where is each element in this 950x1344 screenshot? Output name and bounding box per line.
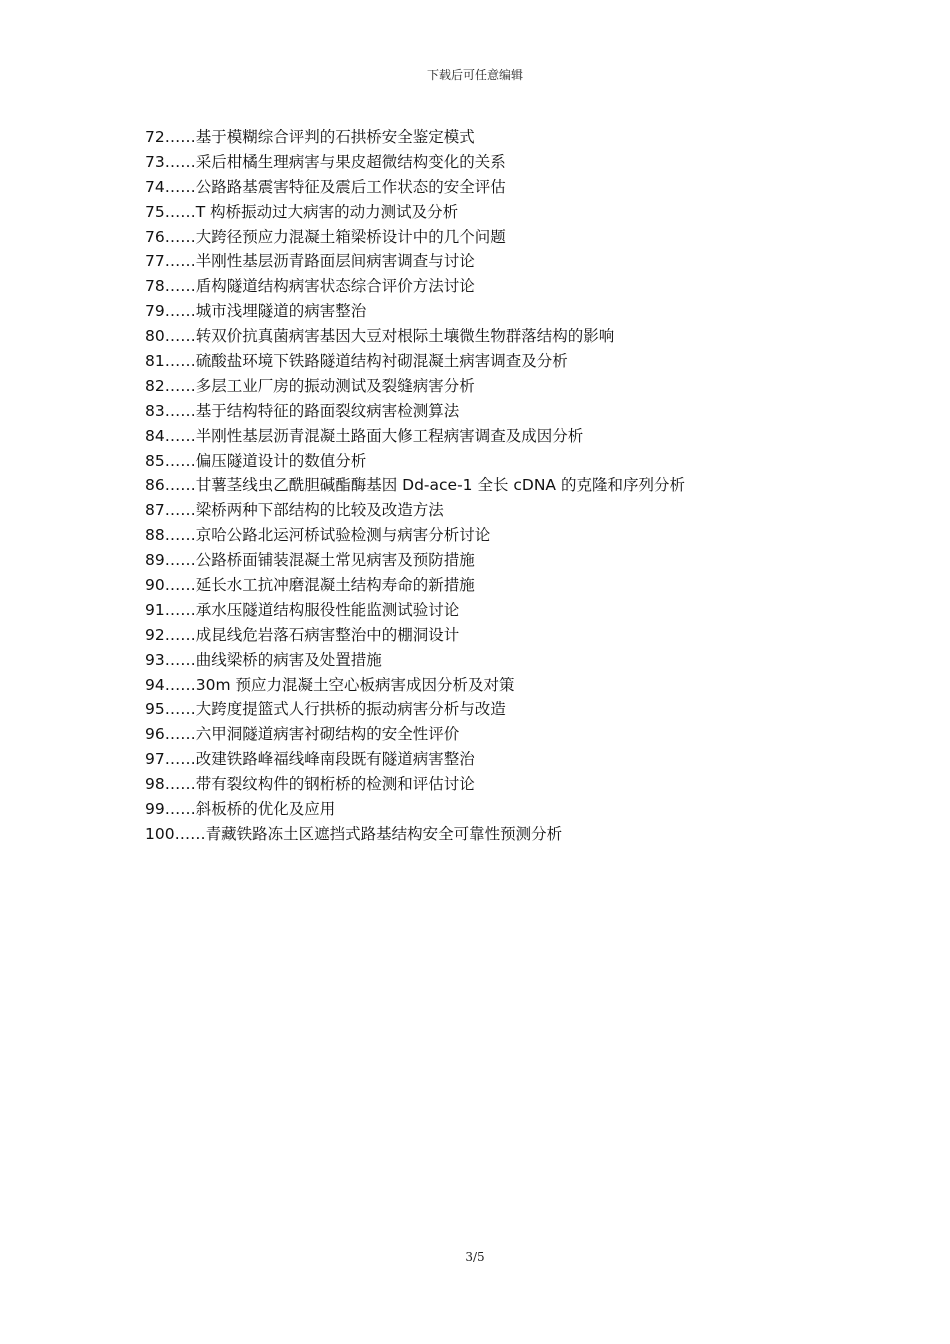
toc-item: 92……成昆线危岩落石病害整治中的棚洞设计 bbox=[145, 625, 460, 644]
toc-item: 86……甘薯茎线虫乙酰胆碱酯酶基因 Dd-ace-1 全长 cDNA 的克隆和序列分析 bbox=[145, 476, 685, 495]
toc-item: 100……青藏铁路冻土区遮挡式路基结构安全可靠性预测分析 bbox=[145, 824, 563, 843]
toc-item: 81……硫酸盐环境下铁路隧道结构衬砌混凝土病害调查及分析 bbox=[145, 352, 568, 371]
toc-item: 82……多层工业厂房的振动测试及裂缝病害分析 bbox=[145, 376, 475, 395]
toc-item: 78……盾构隧道结构病害状态综合评价方法讨论 bbox=[145, 277, 475, 296]
page-number: 3/5 bbox=[465, 1250, 485, 1264]
toc-item: 73……采后柑橘生理病害与果皮超微结构变化的关系 bbox=[145, 152, 506, 171]
toc-item: 93……曲线梁桥的病害及处置措施 bbox=[145, 650, 382, 669]
toc-item: 84……半刚性基层沥青混凝土路面大修工程病害调查及成因分析 bbox=[145, 426, 584, 445]
page-header: 下载后可任意编辑 bbox=[426, 68, 523, 82]
toc-item: 83……基于结构特征的路面裂纹病害检测算法 bbox=[145, 401, 460, 420]
toc-item: 72……基于模糊综合评判的石拱桥安全鉴定模式 bbox=[145, 128, 475, 146]
toc-item: 76……大跨径预应力混凝土箱梁桥设计中的几个问题 bbox=[145, 227, 506, 246]
toc-item: 80……转双价抗真菌病害基因大豆对根际土壤微生物群落结构的影响 bbox=[145, 327, 615, 346]
toc-item: 89……公路桥面铺装混凝土常见病害及预防措施 bbox=[145, 551, 475, 570]
toc-item: 87……梁桥两种下部结构的比较及改造方法 bbox=[145, 501, 444, 520]
toc-item: 90……延长水工抗冲磨混凝土结构寿命的新措施 bbox=[145, 576, 475, 595]
toc-item: 97……改建铁路峰福线峰南段既有隧道病害整治 bbox=[145, 750, 475, 769]
toc-item: 91……承水压隧道结构服役性能监测试验讨论 bbox=[145, 600, 460, 619]
toc-item: 96……六甲洞隧道病害衬砌结构的安全性评价 bbox=[145, 725, 460, 744]
toc-item: 74……公路路基震害特征及震后工作状态的安全评估 bbox=[145, 177, 506, 196]
toc-item: 98……带有裂纹构件的钢桁桥的检测和评估讨论 bbox=[145, 775, 475, 794]
toc-item: 99……斜板桥的优化及应用 bbox=[145, 800, 336, 819]
toc-item: 79……城市浅埋隧道的病害整治 bbox=[145, 302, 367, 321]
toc-item: 77……半刚性基层沥青路面层间病害调查与讨论 bbox=[145, 252, 475, 271]
toc-item: 88……京哈公路北运河桥试验检测与病害分析讨论 bbox=[145, 526, 491, 545]
toc-item: 94……30m 预应力混凝土空心板病害成因分析及对策 bbox=[145, 675, 515, 694]
toc-list bbox=[145, 125, 865, 847]
toc-item: 75……T 构桥振动过大病害的动力测试及分析 bbox=[145, 202, 459, 221]
toc-item: 85……偏压隧道设计的数值分析 bbox=[145, 451, 367, 470]
toc-item: 95……大跨度提篮式人行拱桥的振动病害分析与改造 bbox=[145, 700, 506, 719]
